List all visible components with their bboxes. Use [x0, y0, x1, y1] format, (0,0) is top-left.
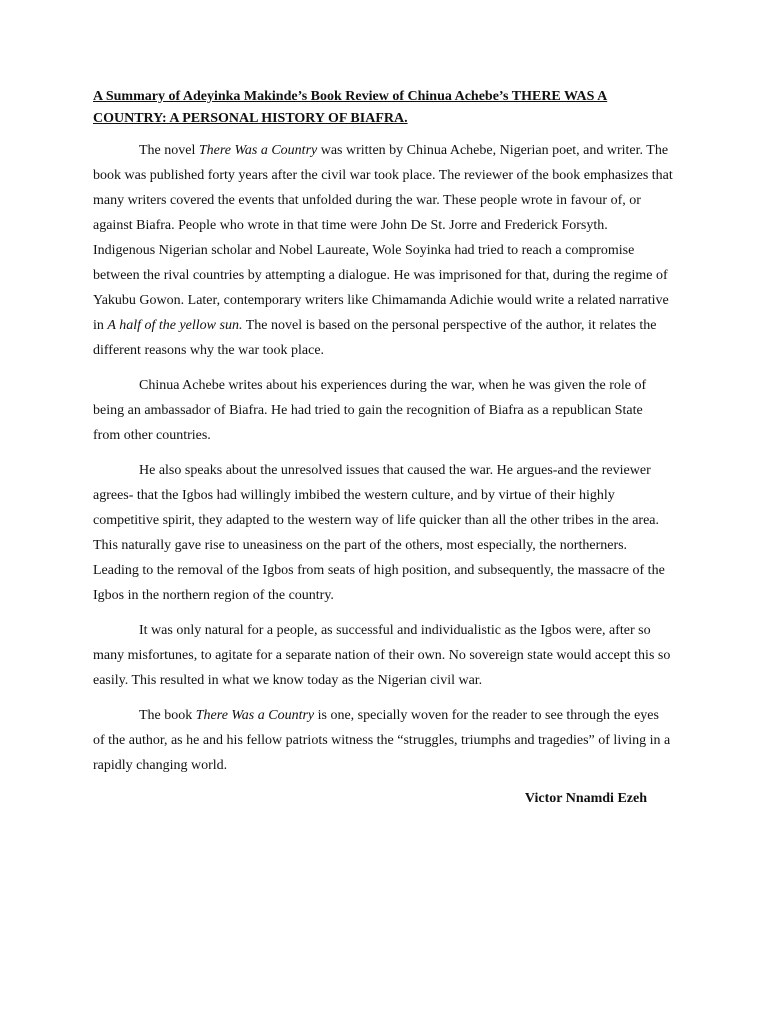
- paragraph-5: [93, 703, 673, 778]
- book-title-italic-2: There Was a Country: [195, 708, 315, 723]
- paragraph-5-text-a: The book: [139, 708, 196, 723]
- paragraph-5-text-b: is one, specially woven for the reader to see through the eyes of the author, as he and his fellow patriots witness the “struggles, triumphs and tragedies” of living in a rapidly changing world.: [93, 708, 671, 773]
- document-page: [93, 86, 673, 810]
- book-title-italic: There Was a Country: [198, 143, 318, 158]
- paragraph-1-text-a: The novel: [139, 143, 199, 158]
- paragraph-1-text-b: was written by Chinua Achebe, Nigerian poet, and writer. The book was published forty years after the civil war took place. The reviewer of the book emphasizes that many writers covered the events that unfolded during the war. These people wrote in favour of, or against Biafra. People who wrote in that time were John De St. Jorre and Frederick Forsyth. Indigenous Nigerian scholar and Nobel Laureate, Wole Soyinka had tried to reach a compromise between the rival countries by attempting a dialogue. He was imprisoned for that, during the regime of Yakubu Gowon. Later, contemporary writers like Chimamanda Adichie would write a related narrative in: [93, 143, 673, 333]
- paragraph-3: He also speaks about the unresolved issues that caused the war. He argues-and the reviewer agrees- that the Igbos had willingly imbibed the western culture, and by virtue of their highly competitive spirit, they adapted to the western way of life quicker than all the other tribes in the area. This naturally gave rise to uneasiness on the part of the others, most especially, the northerners. Leading to the removal of the Igbos from seats of high position, and subsequently, the massacre of the Igbos in the northern region of the country.: [93, 463, 665, 603]
- document-title: A Summary of Adeyinka Makinde’s Book Review of Chinua Achebe’s THERE WAS A COUNTRY: A PERSONAL HISTORY OF BIAFRA.: [93, 89, 608, 126]
- paragraph-1-text-c: The novel is based on the personal perspective of the author, it relates the different reasons why the war took place.: [93, 318, 657, 358]
- novel-title-italic: A half of the yellow sun.: [107, 318, 243, 333]
- author-signature: Victor Nnamdi Ezeh: [524, 791, 647, 806]
- paragraph-4: It was only natural for a people, as successful and individualistic as the Igbos were, after so many misfortunes, to agitate for a separate nation of their own. No sovereign state would accept this so easily. This resulted in what we know today as the Nigerian civil war.: [93, 623, 671, 688]
- paragraph-2: Chinua Achebe writes about his experiences during the war, when he was given the role of being an ambassador of Biafra. He had tried to gain the recognition of Biafra as a republican State from other countries.: [93, 378, 647, 443]
- paragraph-1: [93, 138, 673, 363]
